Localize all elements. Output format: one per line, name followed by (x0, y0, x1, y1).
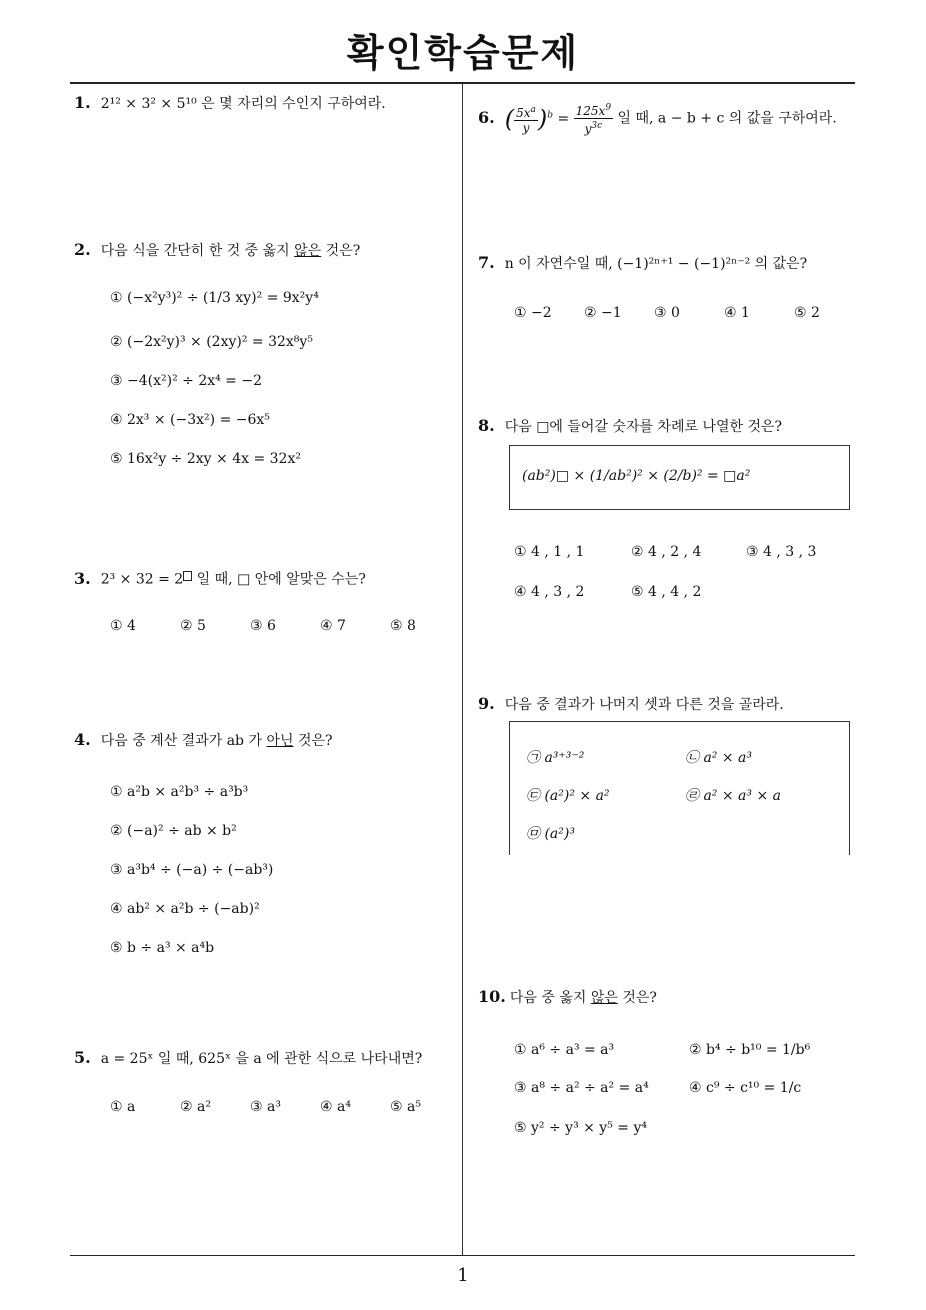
option-3[interactable]: ③ a³b⁴ ÷ (−a) ÷ (−ab³) (110, 862, 274, 878)
option-4[interactable]: ④ 1 (724, 305, 750, 321)
question-3 (74, 566, 366, 590)
blank-box-small (183, 571, 192, 581)
q9-item-3: ㉢ (a²)² × a² (526, 788, 610, 804)
question-text-post: 일 때, □ 안에 알맞은 수는? (192, 571, 366, 588)
question-1 (74, 93, 386, 114)
q9-item-2: ㉡ a² × a³ (685, 750, 752, 766)
option-2[interactable]: ② 4 , 2 , 4 (631, 544, 702, 560)
q9-item-1: ㉠ a³⁺³⁻² (526, 750, 585, 766)
question-number: 1. (74, 93, 91, 112)
question-text-pre: 2³ × 32 = 2 (100, 571, 184, 588)
question-number: 10. (478, 987, 506, 1006)
option-2[interactable]: ② a² (180, 1099, 211, 1115)
option-5[interactable]: ⑤ 2 (794, 305, 820, 321)
question-4 (74, 730, 333, 751)
option-5[interactable]: ⑤ 16x²y ÷ 2xy × 4x = 32x² (110, 451, 301, 467)
q8-expression-box (509, 445, 850, 510)
q9-item-5: ㉤ (a²)³ (526, 826, 575, 842)
question-text: 다음 중 결과가 나머지 셋과 다른 것을 골라라. (504, 697, 784, 713)
question-text-post: 것은? (321, 243, 361, 259)
option-3[interactable]: ③ 4 , 3 , 3 (746, 544, 817, 560)
option-1[interactable]: ① a (110, 1099, 136, 1115)
option-5[interactable]: ⑤ 8 (390, 618, 416, 634)
question-text-underlined: 아닌 (266, 733, 294, 749)
column-divider (462, 84, 463, 1255)
question-number: 9. (478, 694, 495, 713)
option-5[interactable]: ⑤ y² ÷ y³ × y⁵ = y⁴ (514, 1120, 647, 1136)
q9-item-4: ㉣ a² × a³ × a (685, 788, 781, 804)
option-2[interactable]: ② −1 (584, 305, 622, 321)
q3-options (110, 616, 440, 638)
question-text-pre: 다음 중 계산 결과가 ab 가 (100, 733, 267, 749)
option-4[interactable]: ④ a⁴ (320, 1099, 351, 1115)
q5-options (110, 1097, 440, 1119)
option-3[interactable]: ③ a³ (250, 1099, 281, 1115)
option-1[interactable]: ① −2 (514, 305, 552, 321)
question-6 (478, 96, 837, 138)
question-number: 6. (478, 107, 495, 127)
q8-options (514, 542, 854, 602)
question-text: 일 때, a − b + c 의 값을 구하여라. (617, 110, 837, 127)
question-text: 다음 □에 들어갈 숫자를 차례로 나열한 것은? (504, 419, 783, 435)
bottom-rule (70, 1255, 855, 1256)
question-10 (478, 987, 657, 1008)
option-3[interactable]: ③ a⁸ ÷ a² ÷ a² = a⁴ (514, 1080, 649, 1096)
option-1[interactable]: ① (−x²y³)² ÷ (1/3 xy)² = 9x²y⁴ (110, 290, 319, 306)
question-number: 3. (74, 568, 91, 588)
question-5 (74, 1048, 422, 1069)
q9-items-box (509, 721, 850, 855)
question-text: a = 25ˣ 일 때, 625ˣ 을 a 에 관한 식으로 나타내면? (100, 1051, 423, 1067)
option-1[interactable]: ① 4 , 1 , 1 (514, 544, 585, 560)
option-4[interactable]: ④ 2x³ × (−3x²) = −6x⁵ (110, 412, 270, 428)
question-number: 8. (478, 416, 495, 435)
question-text-pre: 다음 식을 간단히 한 것 중 옳지 (100, 243, 295, 259)
question-text: n 이 자연수일 때, (−1)²ⁿ⁺¹ − (−1)²ⁿ⁻² 의 값은? (504, 256, 808, 272)
question-text-pre: 다음 중 옳지 (509, 990, 591, 1006)
option-2[interactable]: ② b⁴ ÷ b¹⁰ = 1/b⁶ (689, 1042, 811, 1058)
question-8 (478, 416, 782, 437)
question-number: 7. (478, 253, 495, 272)
question-9 (478, 694, 784, 715)
q7-options (514, 303, 854, 325)
option-4[interactable]: ④ 7 (320, 618, 346, 634)
question-text-underlined: 않은 (590, 990, 618, 1006)
question-number: 5. (74, 1048, 91, 1067)
option-5[interactable]: ⑤ 4 , 4 , 2 (631, 584, 702, 600)
option-2[interactable]: ② (−a)² ÷ ab × b² (110, 823, 237, 839)
question-text: 2¹² × 3² × 5¹⁰ 은 몇 자리의 수인지 구하여라. (100, 96, 386, 112)
option-1[interactable]: ① 4 (110, 618, 136, 634)
option-1[interactable]: ① a⁶ ÷ a³ = a³ (514, 1042, 615, 1058)
q8-box-expression: (ab²)□ × (1/ab²)² × (2/b)² = □a² (522, 468, 751, 484)
option-5[interactable]: ⑤ a⁵ (390, 1099, 421, 1115)
option-1[interactable]: ① a²b × a²b³ ÷ a³b³ (110, 784, 249, 800)
option-4[interactable]: ④ c⁹ ÷ c¹⁰ = 1/c (689, 1080, 802, 1096)
question-text-post: 것은? (617, 990, 657, 1006)
option-4[interactable]: ④ ab² × a²b ÷ (−ab)² (110, 901, 260, 917)
option-4[interactable]: ④ 4 , 3 , 2 (514, 584, 585, 600)
q10-options (514, 1040, 854, 1140)
option-3[interactable]: ③ 0 (654, 305, 680, 321)
page-title: 확인학습문제 (346, 31, 580, 75)
question-number: 4. (74, 730, 91, 749)
question-7 (478, 253, 807, 274)
page-number: 1 (457, 1265, 469, 1286)
question-text-post: 것은? (293, 733, 333, 749)
option-3[interactable]: ③ 6 (250, 618, 276, 634)
question-2 (74, 240, 360, 261)
option-3[interactable]: ③ −4(x²)² ÷ 2x⁴ = −2 (110, 373, 262, 389)
question-number: 2. (74, 240, 91, 259)
q6-equation: ( $\frac{5x^a}{y}$ )$^b$ = $\frac{125x^9}{y^{3c}}$ (504, 103, 612, 137)
option-2[interactable]: ② 5 (180, 618, 206, 634)
option-2[interactable]: ② (−2x²y)³ × (2xy)² = 32x⁸y⁵ (110, 334, 313, 350)
option-5[interactable]: ⑤ b ÷ a³ × a⁴b (110, 940, 215, 956)
question-text-underlined: 않은 (294, 243, 322, 259)
